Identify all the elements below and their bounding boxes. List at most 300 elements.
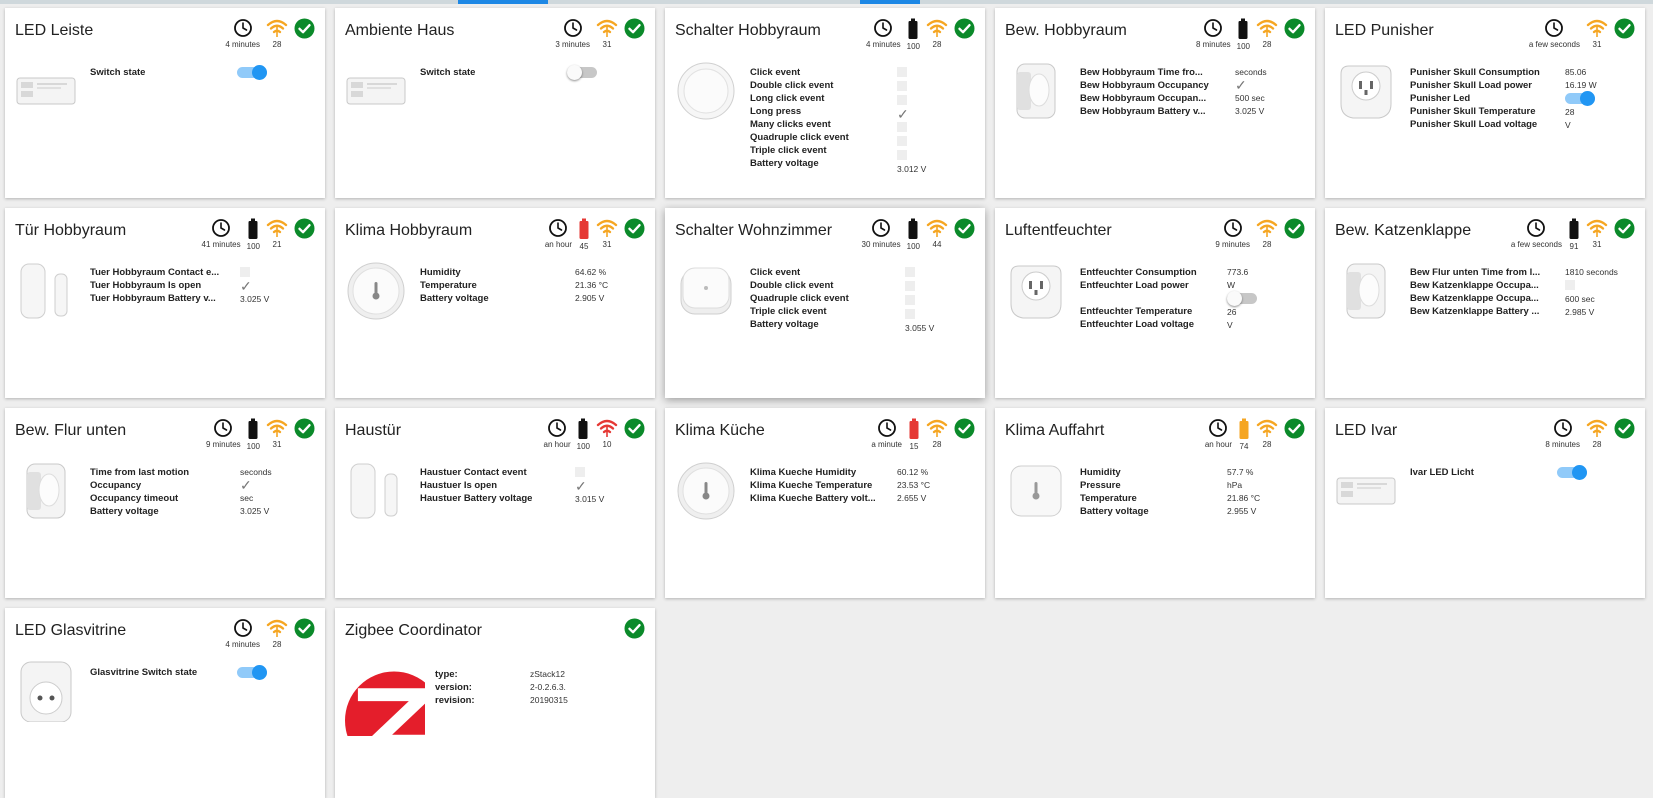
last-seen-text: a few seconds <box>1510 240 1562 249</box>
expose-label: Switch state <box>90 67 146 78</box>
expose-label: Tuer Hobbyraum Is open <box>90 280 202 291</box>
switch-toggle[interactable] <box>567 67 597 78</box>
device-image[interactable] <box>15 660 77 722</box>
expose-value: V <box>1227 320 1233 330</box>
expose-label: Switch state <box>420 67 476 78</box>
expose-label: Temperature <box>420 280 477 291</box>
expose-label: Entfeuchter Load voltage <box>1080 319 1195 330</box>
battery-icon <box>1238 418 1250 440</box>
exposes-labels <box>750 466 876 505</box>
expose-label: Many clicks event <box>750 119 831 130</box>
device-title[interactable]: LED Punisher <box>1335 22 1434 39</box>
link-quality-text: 28 <box>272 640 282 649</box>
battery-level-text: 100 <box>1236 42 1250 51</box>
link-quality-text: 31 <box>1592 40 1602 49</box>
expose-value: 23.53 °C <box>897 480 931 490</box>
device-title[interactable]: Schalter Wohnzimmer <box>675 222 833 239</box>
device-status-bar <box>862 218 976 251</box>
exposes-labels <box>1080 466 1149 518</box>
last-seen-text: a few seconds <box>1528 40 1580 49</box>
expose-label: Bew Hobbyraum Occupan... <box>1080 93 1207 104</box>
clock-icon <box>213 418 233 438</box>
device-image[interactable] <box>1335 60 1397 122</box>
online-indicator <box>294 418 315 439</box>
expose-label: Click event <box>750 67 801 78</box>
link-quality-indicator <box>926 418 948 449</box>
status-ok-icon <box>1284 418 1305 439</box>
exposes-values <box>1565 66 1597 132</box>
battery-indicator <box>577 418 590 451</box>
expose-value: seconds <box>1235 67 1267 77</box>
tab-indicator <box>860 0 920 4</box>
device-image[interactable] <box>1335 260 1397 322</box>
event-indicator-empty <box>905 281 915 291</box>
device-status-bar <box>1196 18 1305 51</box>
device-card-bew-katzenklappe[interactable] <box>1325 208 1645 398</box>
device-image[interactable] <box>15 60 77 122</box>
exposes-values <box>1235 66 1267 118</box>
exposes-labels <box>1080 266 1197 331</box>
signal-strength-icon <box>266 18 288 38</box>
status-ok-icon <box>1614 418 1635 439</box>
expose-label: Pressure <box>1080 480 1121 491</box>
last-seen-indicator <box>866 18 901 49</box>
link-quality-indicator <box>266 18 288 49</box>
online-indicator <box>1614 418 1635 439</box>
signal-strength-icon <box>1256 18 1278 38</box>
online-indicator <box>954 218 975 239</box>
signal-strength-icon <box>1256 418 1278 438</box>
exposes-values <box>897 66 926 176</box>
battery-indicator <box>247 418 260 451</box>
exposes-values <box>1227 466 1260 518</box>
device-title[interactable]: Zigbee Coordinator <box>345 622 482 639</box>
expose-label: Punisher Skull Consumption <box>1410 67 1540 78</box>
expose-value <box>1565 280 1618 293</box>
device-title[interactable]: Ambiente Haus <box>345 22 455 39</box>
clock-icon <box>1526 218 1546 238</box>
wall-plug-image <box>15 660 77 722</box>
exposes-values <box>240 266 269 306</box>
device-card-schalter-wohnzimmer[interactable] <box>665 208 985 398</box>
expose-value <box>240 280 269 293</box>
expose-value: 3.015 V <box>575 494 605 504</box>
device-title[interactable]: LED Ivar <box>1335 422 1398 439</box>
expose-label: Battery voltage <box>750 319 819 330</box>
battery-icon <box>247 218 259 240</box>
signal-strength-icon <box>1586 18 1608 38</box>
exposes-values <box>1227 266 1257 332</box>
device-image[interactable] <box>1005 60 1067 122</box>
expose-label: Punisher Skull Load voltage <box>1410 119 1538 130</box>
exposes-values <box>905 266 934 335</box>
device-card-schalter-hobbyraum[interactable] <box>665 8 985 198</box>
link-quality-indicator <box>596 218 618 249</box>
switch-toggle[interactable] <box>237 67 267 78</box>
expose-label: Bew Flur unten Time from l... <box>1410 267 1541 278</box>
device-title[interactable]: Tür Hobbyraum <box>15 222 127 239</box>
status-ok-icon <box>624 618 645 639</box>
expose-value: 2.905 V <box>575 293 605 303</box>
signal-strength-icon <box>1586 418 1608 438</box>
status-ok-icon <box>1284 18 1305 39</box>
exposes-labels <box>90 66 145 79</box>
last-seen-indicator <box>544 418 571 449</box>
expose-label: Tuer Hobbyraum Battery v... <box>90 293 216 304</box>
signal-strength-icon <box>596 418 618 438</box>
signal-strength-icon <box>1586 218 1608 238</box>
online-indicator <box>294 218 315 239</box>
expose-label: Glasvitrine Switch state <box>90 667 198 678</box>
toggle-knob[interactable] <box>252 665 267 680</box>
battery-indicator <box>908 418 920 451</box>
expose-label: Ivar LED Licht <box>1410 467 1474 478</box>
device-status-bar <box>1545 418 1635 449</box>
online-indicator <box>1284 18 1305 39</box>
device-card-luftentfeuchter[interactable] <box>995 208 1315 398</box>
clock-icon <box>1544 18 1564 38</box>
device-title[interactable]: Haustür <box>345 422 402 439</box>
device-status-bar <box>1215 218 1305 249</box>
expose-label: Double click event <box>750 80 834 91</box>
link-quality-indicator <box>1586 218 1608 249</box>
online-indicator <box>1614 18 1635 39</box>
expose-label: version: <box>435 682 472 693</box>
checkmark-icon: ✓ <box>240 278 252 294</box>
link-quality-text: 28 <box>1592 440 1602 449</box>
device-title[interactable]: Luftentfeuchter <box>1005 222 1112 239</box>
device-card-haust-r[interactable] <box>335 408 655 598</box>
status-ok-icon <box>954 418 975 439</box>
device-image[interactable] <box>345 656 425 736</box>
exposes-labels <box>90 466 189 518</box>
device-card-bew-hobbyraum[interactable] <box>995 8 1315 198</box>
expose-label: Battery voltage <box>420 293 489 304</box>
toggle-knob[interactable] <box>567 65 582 80</box>
last-seen-indicator <box>1196 18 1231 49</box>
status-ok-icon <box>294 218 315 239</box>
toggle-knob[interactable] <box>252 65 267 80</box>
expose-value: 3.025 V <box>240 506 270 516</box>
status-ok-icon <box>1614 18 1635 39</box>
last-seen-text: 4 minutes <box>865 40 901 49</box>
expose-label: Bew Hobbyraum Time fro... <box>1080 67 1203 78</box>
expose-value: 2-0.2.6.3. <box>530 682 566 692</box>
event-indicator-empty <box>575 467 585 477</box>
link-quality-text: 28 <box>932 40 942 49</box>
zigbee-logo-image <box>345 656 425 736</box>
checkmark-icon: ✓ <box>897 106 909 122</box>
top-tab-bar <box>0 0 1653 4</box>
smart-plug-image <box>1335 60 1397 122</box>
expose-label: Punisher Skull Load power <box>1410 80 1532 91</box>
device-title[interactable]: LED Glasvitrine <box>15 622 127 639</box>
device-card-led-glasvitrine[interactable] <box>5 608 325 798</box>
device-card-klima-hobbyraum[interactable] <box>335 208 655 398</box>
active-tab-indicator <box>458 0 548 4</box>
expose-label: Long press <box>750 106 802 117</box>
led-controller-image <box>1335 460 1397 522</box>
last-seen-indicator <box>1215 218 1250 249</box>
last-seen-text: 30 minutes <box>861 240 901 249</box>
switch-toggle[interactable] <box>1565 93 1595 104</box>
exposes-values <box>237 666 267 680</box>
exposes-labels <box>1410 466 1474 479</box>
device-card-klima-auffahrt[interactable] <box>995 408 1315 598</box>
device-image[interactable] <box>675 60 737 122</box>
checkmark-icon: ✓ <box>1235 77 1247 93</box>
expose-label: Tuer Hobbyraum Contact e... <box>90 267 220 278</box>
clock-icon <box>548 218 568 238</box>
expose-value <box>240 479 272 492</box>
device-card-t-r-hobbyraum[interactable] <box>5 208 325 398</box>
last-seen-indicator <box>862 218 901 249</box>
round-button-image <box>675 60 737 122</box>
expose-label: Occupancy timeout <box>90 493 179 504</box>
expose-label: Double click event <box>750 280 834 291</box>
status-ok-icon <box>294 418 315 439</box>
switch-toggle[interactable] <box>237 667 267 678</box>
checkmark-icon: ✓ <box>240 477 252 493</box>
clock-icon <box>563 18 583 38</box>
device-title[interactable]: Schalter Hobbyraum <box>675 22 821 39</box>
last-seen-indicator <box>225 18 260 49</box>
event-indicator-empty <box>897 122 907 132</box>
expose-value: 85.06 <box>1565 67 1587 77</box>
device-image[interactable] <box>675 260 737 322</box>
device-title[interactable]: Bew. Hobbyraum <box>1005 22 1127 39</box>
link-quality-indicator <box>266 218 288 249</box>
link-quality-text: 28 <box>1262 440 1272 449</box>
expose-label: Klima Kueche Temperature <box>750 480 873 491</box>
expose-label: Klima Kueche Battery volt... <box>750 493 876 504</box>
device-title[interactable]: LED Leiste <box>15 22 94 39</box>
link-quality-text: 31 <box>1592 240 1602 249</box>
link-quality-text: 10 <box>602 440 612 449</box>
device-image[interactable] <box>15 460 77 522</box>
expose-value: zStack12 <box>530 669 565 679</box>
last-seen-text: 4 minutes <box>225 40 260 49</box>
device-image[interactable] <box>345 60 407 122</box>
expose-label: Humidity <box>420 267 461 278</box>
expose-value: hPa <box>1227 480 1243 490</box>
last-seen-text: 3 minutes <box>555 40 590 49</box>
device-title[interactable]: Bew. Flur unten <box>15 422 127 439</box>
expose-label: Bew Katzenklappe Battery ... <box>1410 306 1540 317</box>
battery-icon <box>578 218 590 240</box>
climate-round-image <box>675 460 737 522</box>
device-title[interactable]: Bew. Katzenklappe <box>1335 222 1472 239</box>
battery-level-text: 100 <box>906 42 920 51</box>
device-card-ambiente-haus[interactable] <box>335 8 655 198</box>
expose-label: type: <box>435 669 458 680</box>
link-quality-text: 44 <box>932 240 942 249</box>
expose-value <box>897 108 926 121</box>
expose-value: 20190315 <box>530 695 568 705</box>
battery-icon <box>247 418 259 440</box>
link-quality-text: 28 <box>1262 40 1272 49</box>
last-seen-text: an hour <box>1204 440 1232 449</box>
link-quality-indicator <box>1586 18 1608 49</box>
device-card-klima-k-che[interactable] <box>665 408 985 598</box>
device-status-bar <box>202 218 316 251</box>
device-status-bar <box>544 418 646 451</box>
expose-value <box>897 67 926 80</box>
battery-level-text: 100 <box>246 442 260 451</box>
expose-value <box>897 122 926 135</box>
device-card-bew-flur-unten[interactable] <box>5 408 325 598</box>
event-indicator-empty <box>897 67 907 77</box>
expose-label: Haustuer Contact event <box>420 467 527 478</box>
last-seen-text: 8 minutes <box>1545 440 1580 449</box>
device-status-bar <box>866 18 975 51</box>
last-seen-text: 8 minutes <box>1195 40 1231 49</box>
signal-strength-icon <box>596 218 618 238</box>
battery-indicator <box>1237 18 1250 51</box>
expose-value: 21.86 °C <box>1227 493 1261 503</box>
expose-label: Long click event <box>750 93 825 104</box>
online-indicator <box>294 618 315 639</box>
link-quality-indicator <box>1256 218 1278 249</box>
expose-value: 3.055 V <box>905 323 935 333</box>
device-image[interactable] <box>345 460 407 522</box>
expose-value: 28 <box>1565 107 1575 117</box>
signal-strength-icon <box>266 418 288 438</box>
expose-value <box>905 281 934 294</box>
last-seen-text: 4 minutes <box>225 640 260 649</box>
expose-label: Quadruple click event <box>750 132 849 143</box>
expose-value: W <box>1227 280 1236 290</box>
climate-square-image <box>1005 460 1067 522</box>
last-seen-text: 9 minutes <box>205 440 241 449</box>
device-status-bar <box>1511 218 1635 251</box>
link-quality-indicator <box>926 18 948 49</box>
expose-value: 2.985 V <box>1565 307 1595 317</box>
door-sensor-image <box>345 460 407 522</box>
device-image[interactable] <box>675 460 737 522</box>
last-seen-text: 41 minutes <box>201 240 241 249</box>
status-ok-icon <box>624 18 645 39</box>
clock-icon <box>233 18 253 38</box>
expose-label: Klima Kueche Humidity <box>750 467 857 478</box>
exposes-values <box>567 66 597 80</box>
expose-label: Haustuer Is open <box>420 480 498 491</box>
clock-icon <box>871 218 891 238</box>
switch-toggle-cell <box>237 67 267 80</box>
exposes-labels <box>420 266 489 305</box>
online-indicator <box>1284 218 1305 239</box>
last-seen-indicator <box>545 218 572 249</box>
battery-indicator <box>247 218 260 251</box>
switch-toggle[interactable] <box>1557 467 1587 478</box>
online-indicator <box>624 218 645 239</box>
status-ok-icon <box>624 218 645 239</box>
battery-icon <box>907 18 919 40</box>
expose-value: seconds <box>240 467 272 477</box>
toggle-knob[interactable] <box>1227 291 1242 306</box>
device-image[interactable] <box>15 260 77 322</box>
toggle-knob[interactable] <box>1572 465 1587 480</box>
motion-sensor-image <box>1335 260 1397 322</box>
battery-icon <box>1237 18 1249 40</box>
exposes-labels <box>1080 66 1209 118</box>
last-seen-indicator <box>225 618 260 649</box>
last-seen-indicator <box>1205 418 1232 449</box>
battery-level-text: 100 <box>246 242 260 251</box>
device-title[interactable]: Klima Küche <box>675 422 765 439</box>
expose-value: 60.12 % <box>897 467 929 477</box>
expose-label: Triple click event <box>750 306 827 317</box>
online-indicator <box>954 18 975 39</box>
expose-value: 2.655 V <box>897 493 927 503</box>
battery-icon <box>577 418 589 440</box>
expose-value <box>897 136 926 149</box>
device-card-led-leiste[interactable] <box>5 8 325 198</box>
expose-label: Battery voltage <box>90 506 159 517</box>
status-ok-icon <box>1614 218 1635 239</box>
expose-value <box>1235 79 1267 92</box>
link-quality-text: 28 <box>272 40 282 49</box>
link-quality-indicator <box>1256 418 1278 449</box>
switch-toggle-cell <box>237 667 267 680</box>
device-card-led-punisher[interactable] <box>1325 8 1645 198</box>
status-ok-icon <box>954 18 975 39</box>
exposes-values <box>530 668 568 707</box>
expose-value: 600 sec <box>1565 294 1595 304</box>
link-quality-text: 31 <box>272 440 282 449</box>
device-image[interactable] <box>1005 260 1067 322</box>
online-indicator <box>1284 418 1305 439</box>
expose-value: 64.62 % <box>575 267 607 277</box>
event-indicator-empty <box>897 150 907 160</box>
device-title[interactable]: Klima Auffahrt <box>1005 422 1105 439</box>
expose-label: Entfeuchter Consumption <box>1080 267 1197 278</box>
device-card-zigbee-coordinator[interactable] <box>335 608 655 798</box>
device-image[interactable] <box>345 260 407 322</box>
device-title[interactable]: Klima Hobbyraum <box>345 222 473 239</box>
device-image[interactable] <box>1005 460 1067 522</box>
expose-label: Battery voltage <box>1080 506 1149 517</box>
last-seen-indicator <box>1529 18 1580 49</box>
switch-toggle-cell <box>1565 93 1597 106</box>
link-quality-indicator <box>596 18 618 49</box>
online-indicator <box>954 418 975 439</box>
clock-icon <box>1223 218 1243 238</box>
online-indicator <box>1614 218 1635 239</box>
last-seen-text: an hour <box>544 240 572 249</box>
switch-toggle[interactable] <box>1227 293 1257 304</box>
last-seen-text: a minute <box>871 440 902 449</box>
online-indicator <box>624 618 645 639</box>
status-ok-icon <box>294 618 315 639</box>
clock-icon <box>547 418 567 438</box>
led-controller-image <box>15 60 77 122</box>
link-quality-indicator <box>1256 18 1278 49</box>
device-status-bar <box>555 18 645 49</box>
exposes-values <box>237 66 267 80</box>
last-seen-indicator <box>1545 418 1580 449</box>
status-ok-icon <box>1284 218 1305 239</box>
device-image[interactable] <box>1335 460 1397 522</box>
expose-label: Click event <box>750 267 801 278</box>
clock-icon <box>873 18 893 38</box>
exposes-values <box>897 466 930 505</box>
expose-value: 57.7 % <box>1227 467 1254 477</box>
toggle-knob[interactable] <box>1580 91 1595 106</box>
device-card-led-ivar[interactable] <box>1325 408 1645 598</box>
link-quality-text: 31 <box>602 40 612 49</box>
expose-label: Humidity <box>1080 467 1121 478</box>
